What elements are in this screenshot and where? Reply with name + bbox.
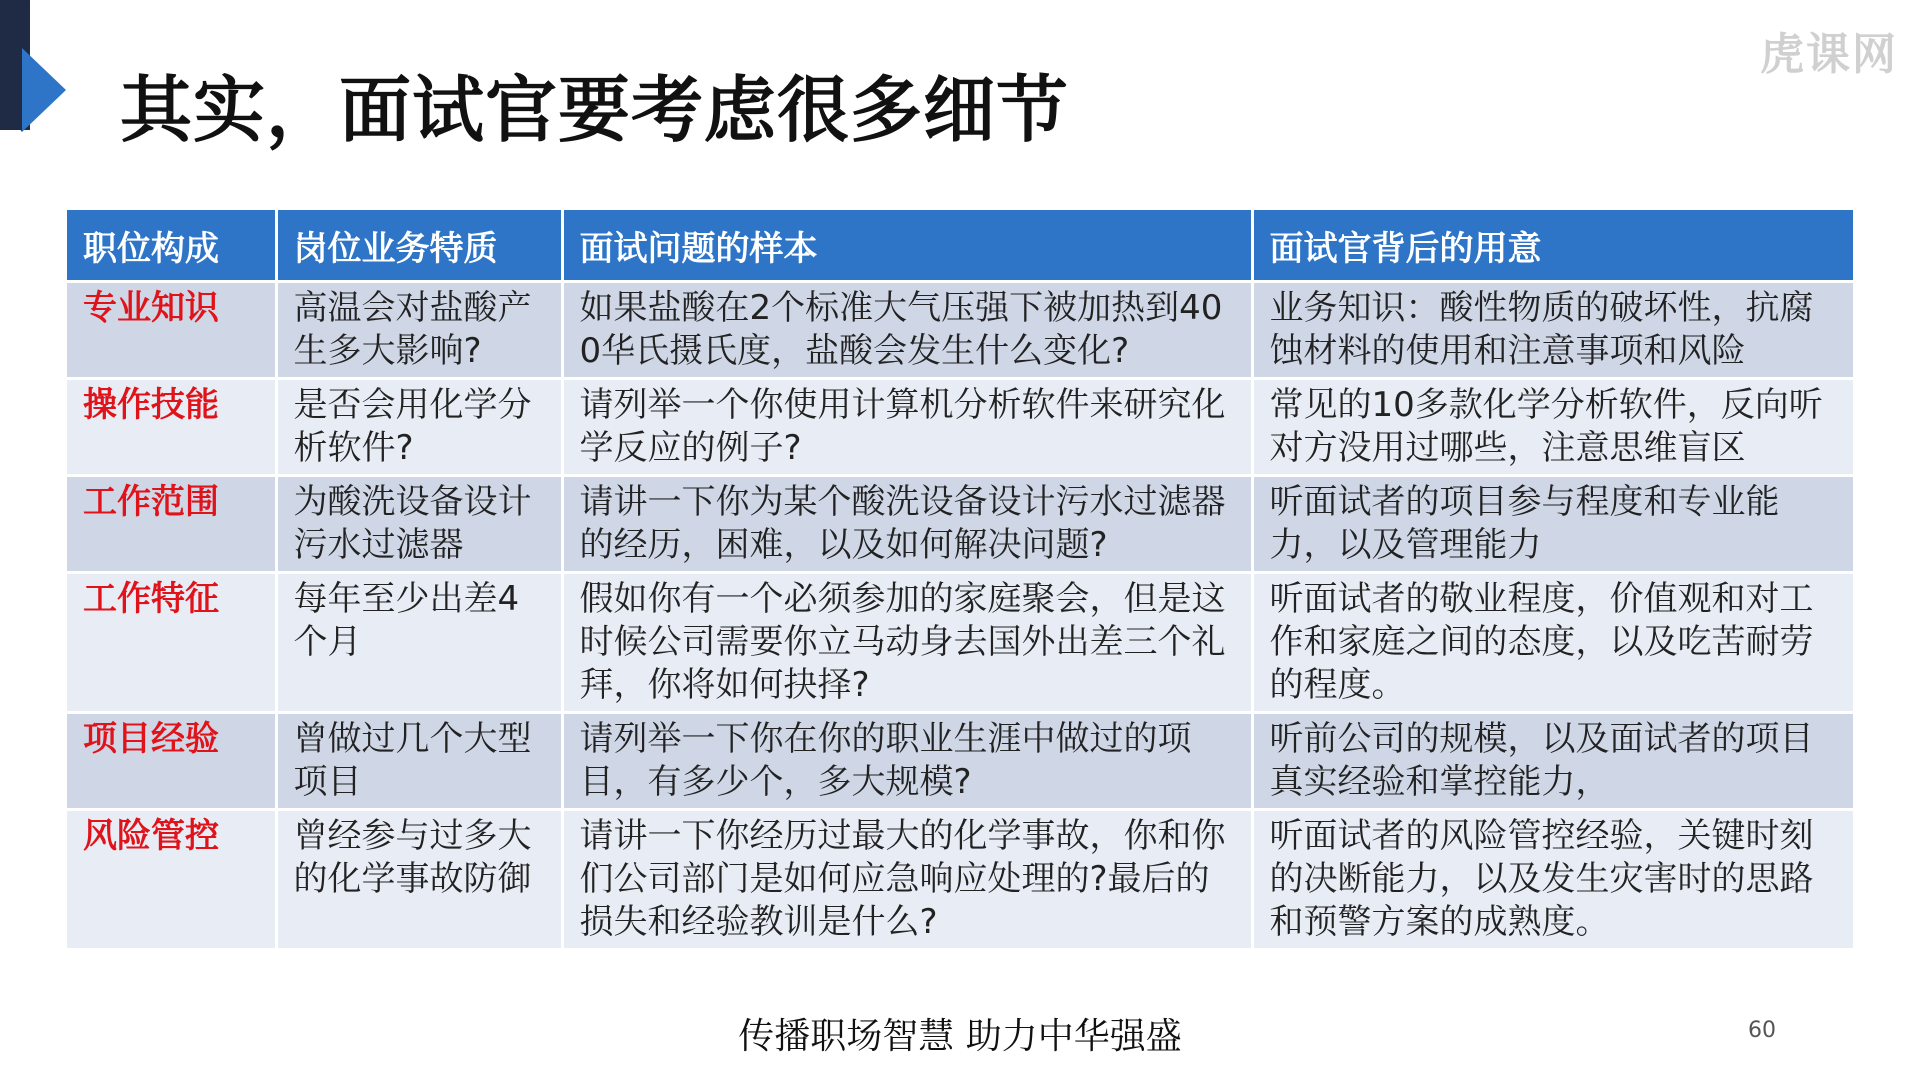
footer-slogan: 传播职场智慧 助力中华强盛	[738, 1016, 1182, 1057]
table-row	[67, 379, 1853, 476]
category-cell: 专业知识	[67, 282, 276, 379]
trait-cell: 曾经参与过多大的化学事故防御	[276, 810, 562, 950]
trait-cell: 每年至少出差4个月	[276, 573, 562, 713]
question-cell: 假如你有一个必须参加的家庭聚会，但是这时候公司需要你立马动身去国外出差三个礼拜，你将如何抉择?	[562, 573, 1252, 713]
trait-cell: 是否会用化学分析软件?	[276, 379, 562, 476]
category-cell: 项目经验	[67, 713, 276, 810]
intent-cell: 听面试者的风险管控经验，关键时刻的决断能力，以及发生灾害时的思路和预警方案的成熟度。	[1252, 810, 1853, 950]
question-cell: 请列举一下你在你的职业生涯中做过的项目，有多少个，多大规模?	[562, 713, 1252, 810]
category-cell: 工作范围	[67, 476, 276, 573]
trait-cell: 曾做过几个大型项目	[276, 713, 562, 810]
intent-cell: 听面试者的项目参与程度和专业能力，以及管理能力	[1252, 476, 1853, 573]
header-question-sample: 面试问题的样本	[562, 210, 1252, 282]
trait-cell: 为酸洗设备设计污水过滤器	[276, 476, 562, 573]
table-row	[67, 476, 1853, 573]
table-header-row	[67, 210, 1853, 282]
category-cell: 操作技能	[67, 379, 276, 476]
question-cell: 请列举一个你使用计算机分析软件来研究化学反应的例子?	[562, 379, 1252, 476]
intent-cell: 业务知识：酸性物质的破坏性，抗腐蚀材料的使用和注意事项和风险	[1252, 282, 1853, 379]
interview-table	[67, 210, 1853, 951]
intent-cell: 听面试者的敬业程度，价值观和对工作和家庭之间的态度，以及吃苦耐劳的程度。	[1252, 573, 1853, 713]
trait-cell: 高温会对盐酸产生多大影响?	[276, 282, 562, 379]
watermark-logo: 虎课网	[1760, 29, 1898, 80]
table-row	[67, 810, 1853, 950]
category-cell: 工作特征	[67, 573, 276, 713]
question-cell: 如果盐酸在2个标准大气压强下被加热到400华氏摄氏度，盐酸会发生什么变化?	[562, 282, 1252, 379]
intent-cell: 听前公司的规模，以及面试者的项目真实经验和掌控能力，	[1252, 713, 1853, 810]
table-row	[67, 713, 1853, 810]
page-number: 60	[1748, 1018, 1776, 1043]
question-cell: 请讲一下你为某个酸洗设备设计污水过滤器的经历，困难，以及如何解决问题?	[562, 476, 1252, 573]
header-position-composition: 职位构成	[67, 210, 276, 282]
intent-cell: 常见的10多款化学分析软件，反向听对方没用过哪些，注意思维盲区	[1252, 379, 1853, 476]
header-job-trait: 岗位业务特质	[276, 210, 562, 282]
corner-arrow-icon	[0, 0, 70, 140]
table-row	[67, 282, 1853, 379]
page-title: 其实，面试官要考虑很多细节	[120, 68, 1070, 152]
table-row	[67, 573, 1853, 713]
category-cell: 风险管控	[67, 810, 276, 950]
question-cell: 请讲一下你经历过最大的化学事故，你和你们公司部门是如何应急响应处理的?最后的损失和经验教训是什么?	[562, 810, 1252, 950]
header-interviewer-intent: 面试官背后的用意	[1252, 210, 1853, 282]
